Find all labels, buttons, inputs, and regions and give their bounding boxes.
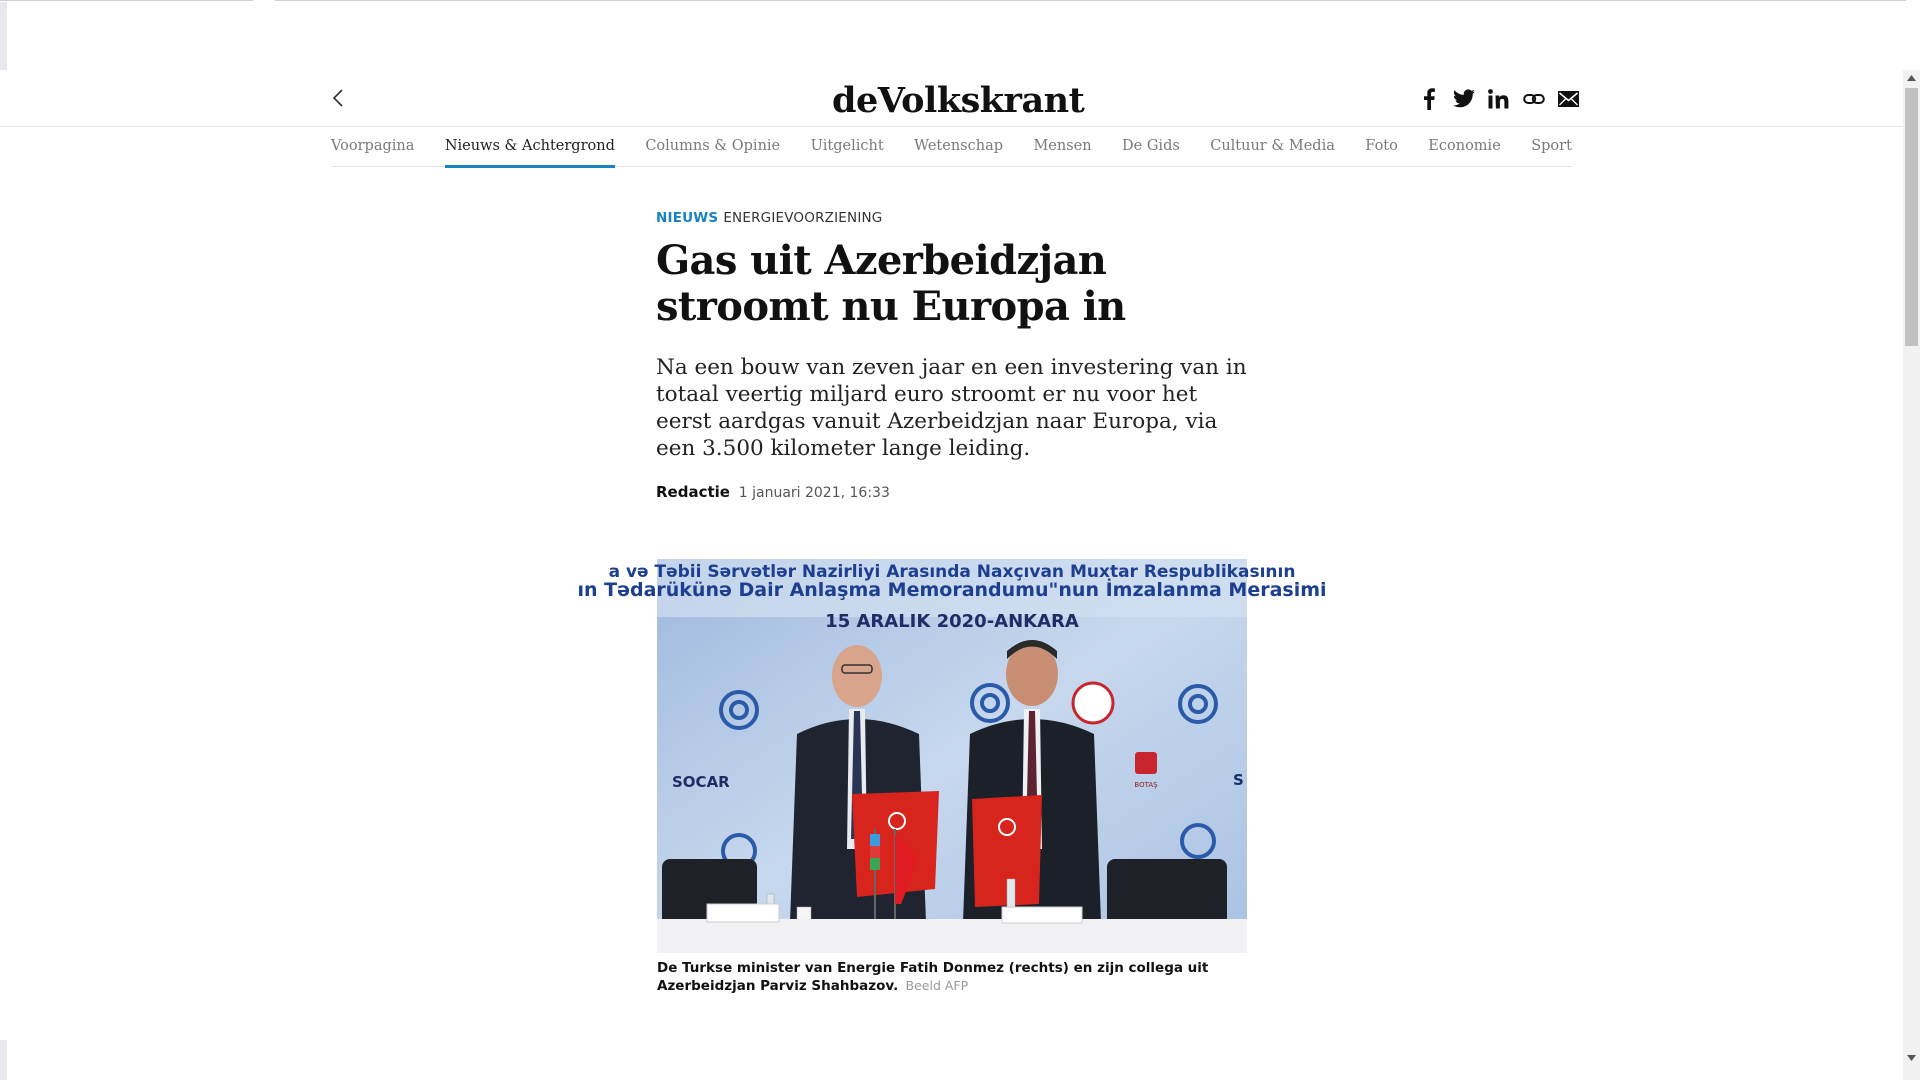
socar-logo-right: S [1233, 771, 1244, 789]
socar-logo-left: SOCAR [672, 773, 730, 791]
link-icon [1523, 92, 1545, 106]
left-edge-mark [0, 2, 7, 70]
photo-caption [657, 960, 1257, 995]
photo-illustration [577, 559, 1327, 953]
scroll-down-button[interactable] [1903, 1050, 1920, 1066]
article-kicker [656, 210, 1252, 226]
twitter-share-button[interactable] [1451, 86, 1476, 111]
caption-text: De Turkse minister van Energie Fatih Donmez (rechts) en zijn collega uit Azerbeidzjan Parviz Shahbazov. [657, 960, 1209, 994]
back-button[interactable] [326, 84, 350, 112]
nav-item-foto[interactable]: Foto [1365, 138, 1398, 154]
facebook-icon [1422, 88, 1436, 110]
chevron-left-icon [331, 87, 345, 109]
nav-item-voorpagina[interactable]: Voorpagina [331, 138, 415, 154]
article-photo [577, 559, 1327, 953]
nav-item-columns-opinie[interactable]: Columns & Opinie [645, 138, 781, 154]
browser-top-line [0, 0, 1906, 1]
copy-link-button[interactable] [1521, 86, 1546, 111]
nav-item-uitgelicht[interactable]: Uitgelicht [810, 138, 884, 154]
article-subcategory[interactable]: ENERGIEVOORZIENING [723, 210, 883, 226]
page-scrollbar[interactable] [1903, 70, 1920, 1080]
triangle-up-icon [1907, 75, 1916, 81]
linkedin-icon [1488, 89, 1510, 109]
article-category[interactable]: NIEUWS [656, 210, 719, 226]
caption-credit: Beeld AFP [905, 978, 969, 993]
banner-date: 15 ARALIK 2020-ANKARA [825, 611, 1079, 632]
article-lead: Na een bouw van zeven jaar en een investering van in totaal veertig miljard euro stroomt er nu voor het eerst aardgas vanuit Azerbeidzjan naar Europa, via een 3.500 kilometer lange leiding. [656, 355, 1247, 461]
share-bar [1416, 86, 1581, 111]
nav-item-economie[interactable]: Economie [1428, 138, 1501, 154]
banner-line-2: ın Tədarükünə Dair Anlaşma Memorandumu"nun İmzalanma Merasimi [577, 579, 1327, 601]
site-header [0, 70, 1903, 127]
banner-line-1: a və Təbii Sərvətlər Nazirliyi Arasında Naxçıvan Muxtar Respublikasının [608, 562, 1296, 582]
nav-item-sport[interactable]: Sport [1531, 138, 1572, 154]
site-logo[interactable]: deVolkskrant [832, 80, 1085, 121]
section-nav [331, 126, 1572, 167]
nav-item-cultuur-media[interactable]: Cultuur & Media [1210, 138, 1335, 154]
article-byline [656, 483, 1252, 501]
nav-item-de-gids[interactable]: De Gids [1122, 138, 1180, 154]
nav-item-mensen[interactable]: Mensen [1033, 138, 1092, 154]
article-date: 1 januari 2021, 16:33 [738, 485, 890, 501]
left-edge-mark-bottom [0, 1040, 7, 1080]
scroll-thumb[interactable] [1905, 88, 1918, 346]
botas-logo: BOTAŞ [1134, 781, 1158, 789]
triangle-down-icon [1907, 1055, 1916, 1061]
top-line-gap [253, 0, 275, 2]
twitter-icon [1453, 89, 1475, 108]
article-headline: Gas uit Azerbeidzjan stroomt nu Europa in [656, 237, 1126, 330]
mail-icon [1558, 91, 1579, 107]
mail-share-button[interactable] [1556, 86, 1581, 111]
nav-item-wetenschap[interactable]: Wetenschap [914, 138, 1004, 154]
scroll-up-button[interactable] [1903, 70, 1920, 86]
article [656, 210, 1252, 501]
nav-item-nieuws-achtergrond[interactable]: Nieuws & Achtergrond [445, 126, 615, 166]
article-author: Redactie [656, 483, 730, 501]
linkedin-share-button[interactable] [1486, 86, 1511, 111]
facebook-share-button[interactable] [1416, 86, 1441, 111]
